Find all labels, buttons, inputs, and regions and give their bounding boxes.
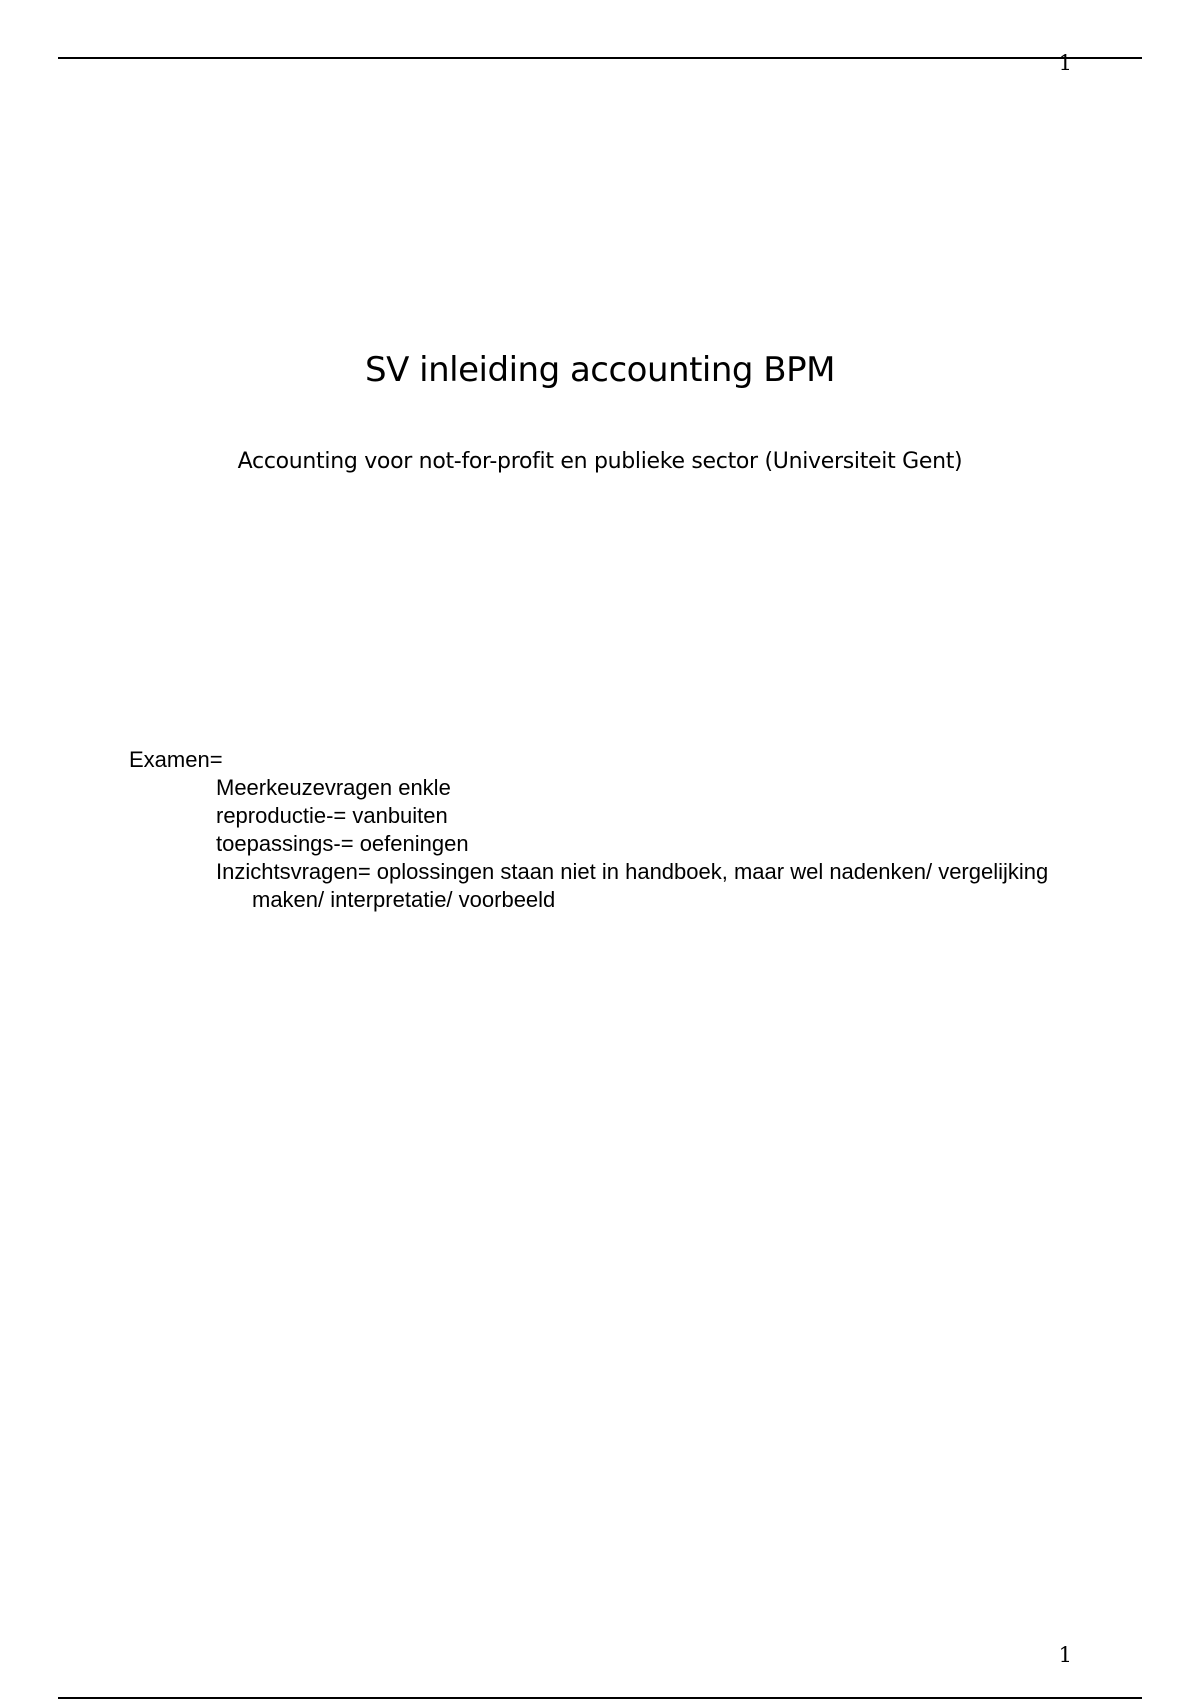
exam-section <box>129 746 1079 914</box>
header-rule <box>58 57 1142 59</box>
list-item: toepassings-= oefeningen <box>216 831 469 856</box>
header-page-number: 1 <box>1058 51 1072 75</box>
list-item: reproductie-= vanbuiten <box>216 803 448 828</box>
list-item: Meerkeuzevragen enkle <box>216 775 451 800</box>
list-item: Inzichtsvragen= oplossingen staan niet in handboek, maar wel nadenken/ vergelijking maken/ interpretatie/ voorbeeld <box>216 859 1049 912</box>
exam-question-types-list <box>129 774 1079 914</box>
document-subtitle: Accounting voor not-for-profit en publieke sector (Universiteit Gent) <box>237 449 963 474</box>
exam-heading: Examen= <box>129 747 223 772</box>
footer-rule <box>58 1697 1142 1699</box>
footer-page-number: 1 <box>1058 1643 1072 1667</box>
document-title: SV inleiding accounting BPM <box>365 350 835 390</box>
